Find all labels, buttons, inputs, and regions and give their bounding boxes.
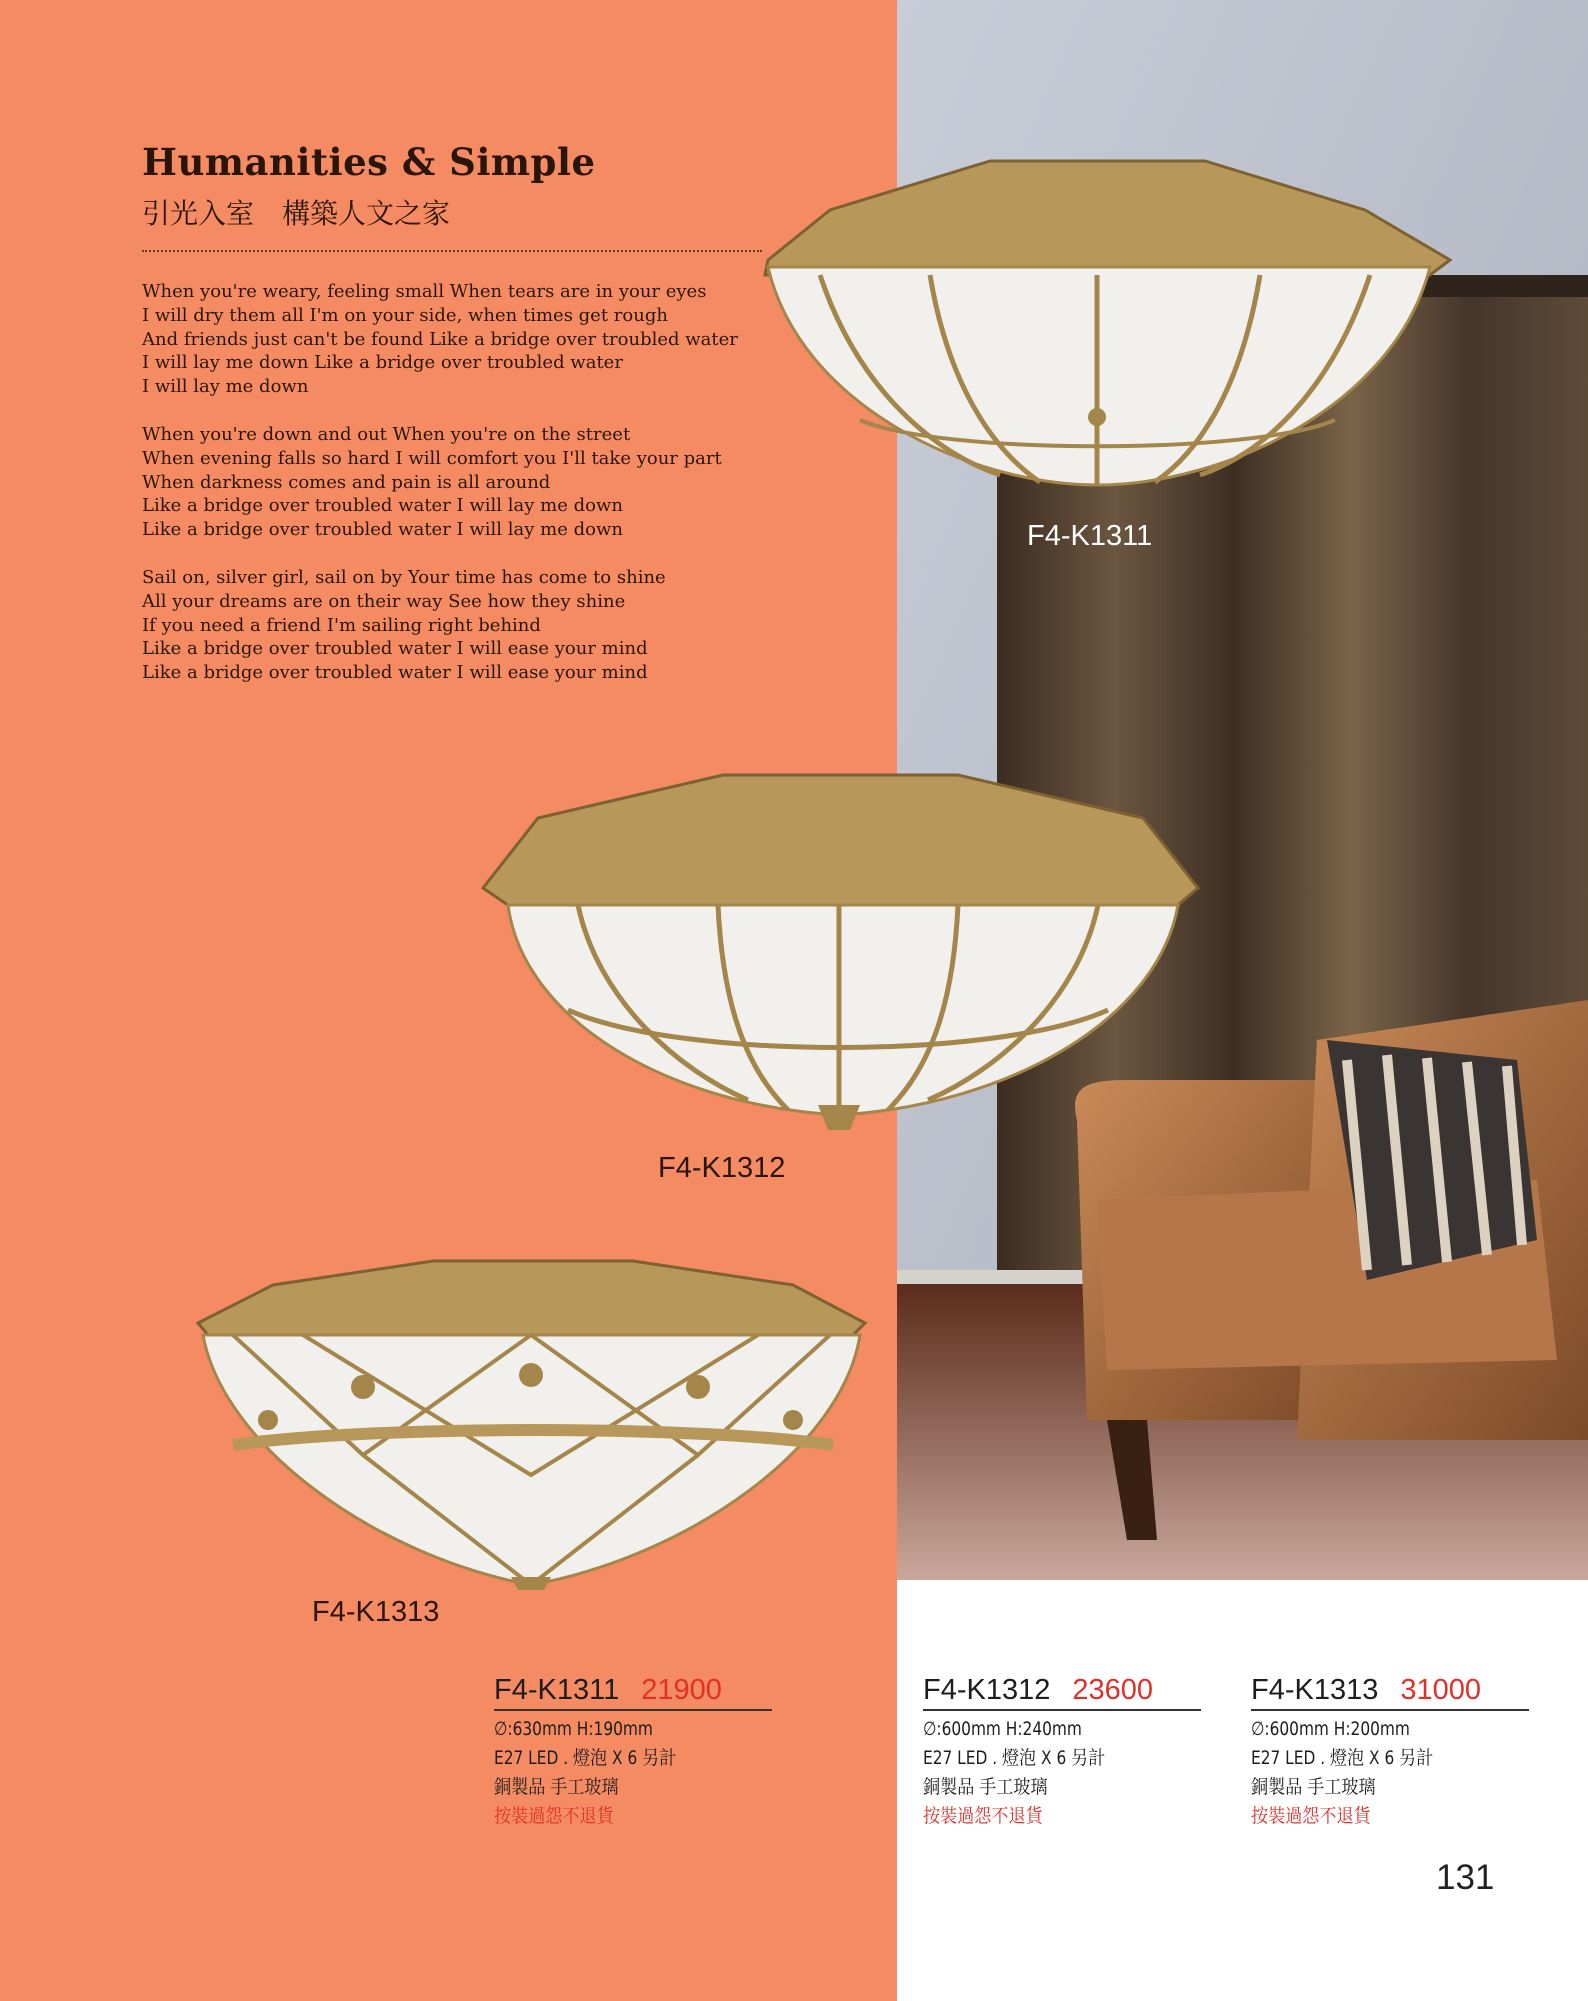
spec-size: ∅:600mm H:240mm	[923, 1718, 1082, 1740]
ceiling-lamp-k1311-image	[740, 155, 1455, 490]
spec-heading	[1251, 1674, 1529, 1711]
spec-price: 21900	[641, 1674, 722, 1706]
spec-bulbs: E27 LED . 燈泡 X 6 另計	[1251, 1747, 1434, 1769]
spec-block-k1312	[923, 1674, 1201, 1831]
lyric-line: All your dreams are on their way See how they shine	[142, 590, 626, 612]
lyric-line: When you're weary, feeling small When tears are in your eyes	[142, 281, 707, 302]
spec-material: 銅製品 手工玻璃	[1251, 1776, 1376, 1798]
dotted-divider	[142, 250, 762, 252]
spec-model: F4-K1311	[494, 1674, 620, 1706]
lyric-line: When evening falls so hard I will comfort you I'll take your part	[142, 447, 722, 469]
spec-bulbs: E27 LED . 燈泡 X 6 另計	[923, 1747, 1106, 1769]
spec-bulbs: E27 LED . 燈泡 X 6 另計	[494, 1747, 677, 1769]
spec-note: 按裝過怨不退貨	[494, 1805, 614, 1827]
spec-note: 按裝過怨不退貨	[923, 1805, 1043, 1827]
ceiling-lamp-k1313-image	[193, 1255, 870, 1590]
spec-material: 銅製品 手工玻璃	[494, 1776, 619, 1798]
ceiling-lamp-k1312-image	[478, 770, 1200, 1132]
lyric-line: And friends just can't be found Like a bridge over troubled water	[142, 328, 738, 350]
page-heading: Humanities & Simple	[142, 140, 596, 184]
lyric-line: Sail on, silver girl, sail on by Your time has come to shine	[142, 566, 666, 588]
spec-block-k1311	[494, 1674, 772, 1831]
lyric-line: Like a bridge over troubled water I will ease your mind	[142, 638, 648, 660]
spec-heading	[923, 1674, 1201, 1711]
lyric-line: I will lay me down Like a bridge over troubled water	[142, 352, 623, 374]
lyrics-stanza	[142, 566, 762, 685]
page-subheading: 引光入室 構築人文之家	[142, 197, 451, 230]
lyric-line: If you need a friend I'm sailing right behind	[142, 614, 541, 636]
lamp-label-k1312: F4-K1312	[658, 1152, 786, 1184]
spec-block-k1313	[1251, 1674, 1529, 1831]
lyric-line: Like a bridge over troubled water I will lay me down	[142, 519, 623, 541]
spec-size: ∅:630mm H:190mm	[494, 1718, 653, 1740]
spec-price: 23600	[1072, 1674, 1154, 1706]
spec-model: F4-K1312	[923, 1674, 1051, 1706]
lyric-line: I will dry them all I'm on your side, when times get rough	[142, 304, 668, 326]
spec-size: ∅:600mm H:200mm	[1251, 1718, 1410, 1740]
lyric-line: I will lay me down	[142, 376, 309, 398]
spec-price: 31000	[1400, 1674, 1482, 1706]
spec-model: F4-K1313	[1251, 1674, 1379, 1706]
spec-note: 按裝過怨不退貨	[1251, 1805, 1371, 1827]
lyric-line: When darkness comes and pain is all around	[142, 471, 551, 493]
spec-material: 銅製品 手工玻璃	[923, 1776, 1048, 1798]
lyrics-text	[142, 280, 762, 709]
lyrics-stanza	[142, 423, 762, 542]
lamp-label-k1313: F4-K1313	[312, 1596, 440, 1628]
lamp-label-k1311: F4-K1311	[1027, 520, 1153, 552]
spec-heading	[494, 1674, 772, 1711]
page-number: 131	[1436, 1858, 1495, 1897]
lyric-line: Like a bridge over troubled water I will ease your mind	[142, 662, 648, 684]
lyric-line: Like a bridge over troubled water I will lay me down	[142, 495, 623, 517]
lyrics-stanza	[142, 280, 762, 399]
lyric-line: When you're down and out When you're on the street	[142, 423, 631, 445]
